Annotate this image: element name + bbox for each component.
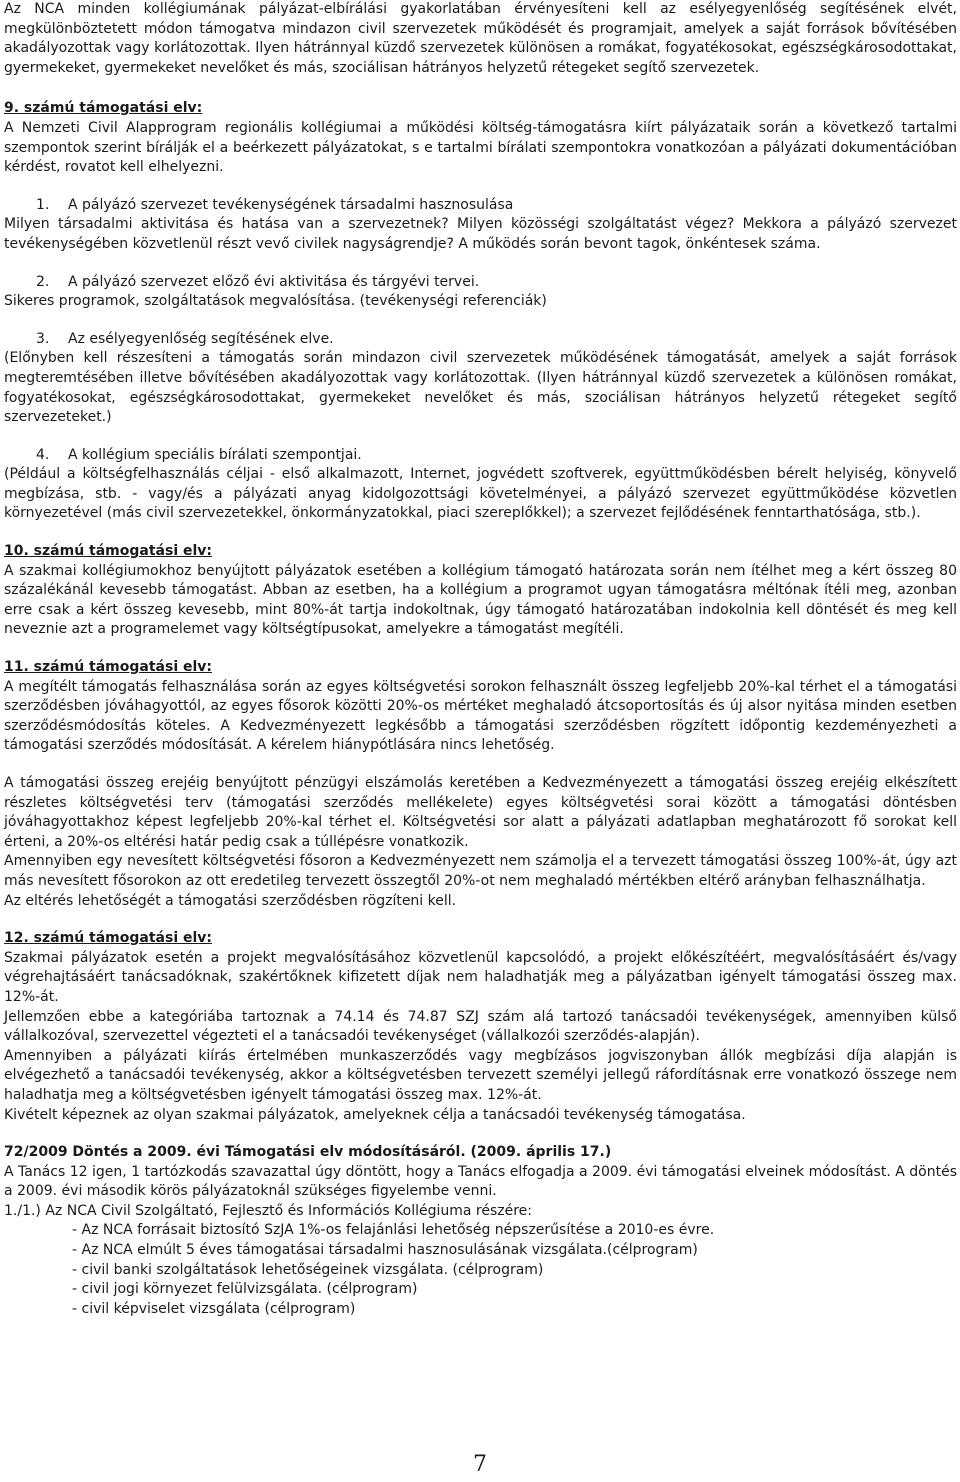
section11-para4: Az eltérés lehetőségét a támogatási szerződésben rögzíteni kell. [4, 892, 457, 909]
criterion-2-body: Sikeres programok, szolgáltatások megvalósítása. (tevékenységi referenciák) [4, 293, 547, 310]
section11-para3: Amennyiben egy nevesített költségvetési fősoron a Kedvezményezett nem számolja el a tervezett támogatási összeg 100%-át, úgy azt más nevesített fősorokon az ott eredetileg tervezett összegtől 20%-ot nem meghaladó mértékben eltérő arányban felhasználhatja. [4, 853, 957, 889]
section12-heading [4, 929, 957, 949]
decision-bullet-list [4, 1221, 957, 1319]
criterion-2-title-text: A pályázó szervezet előző évi aktivitása és tárgyévi tervei. [68, 273, 480, 290]
section12-para1: Szakmai pályázatok esetén a projekt megvalósításához közvetlenül kapcsolódó, a projekt előkészítéért, megvalósításáért és/vagy végrehajtásáért tanácsadóknak, szakértőknek kifizetett díjak nem haladhatják meg a pályázatban igényelt támogatási összeg max. 12%-át. [4, 949, 957, 1005]
criterion-4-title-text: A kollégium speciális bírálati szempontjai. [68, 446, 362, 463]
criterion-3-body: (Előnyben kell részesíteni a támogatás során mindazon civil szervezetek működésének támogatását, amelyek a saját források megteremtésében illetve bővítésében akadályozottak vagy korlátozottak. (Ilyen hátránnyal küzdő szervezetek a különösen romákat, fogyatékosokat, egészségkárosodottakat, gyermekeket nevelőket és más, szociálisan hátrányos helyzetű rétegeket segítő szervezeteket.) [4, 350, 957, 426]
section11-heading-text: 11. számú támogatási elv: [4, 659, 213, 676]
document-page [4, 0, 957, 1319]
criterion-2-title [4, 273, 957, 293]
section12-para4: Kivételt képeznek az olyan szakmai pályázatok, amelyeknek célja a tanácsadói tevékenység támogatása. [4, 1106, 746, 1123]
section12-para2: Jellemzően ebbe a kategóriába tartoznak a 74.14 és 74.87 SZJ szám alá tartozó tanácsadói tevékenységek, amennyiben külső vállalkozóval, szervezettel végezteti el a tanácsadói tevékenységet (vállalkozói szerződés-alapján). [4, 1008, 957, 1045]
criterion-4-title [4, 446, 957, 466]
decision-body: A Tanács 12 igen, 1 tartózkodás szavazattal úgy döntött, hogy a Tanács elfogadja a 2009. évi támogatási elveinek módosítást. A döntés a 2009. évi második körös pályázatoknál szükséges figyelembe venni. [4, 1163, 957, 1200]
criterion-3-title-text: Az esélyegyenlőség segítésének elve. [68, 330, 334, 347]
section9-heading-text: 9. számú támogatási elv: [4, 100, 203, 117]
criterion-4-body: (Például a költségfelhasználás céljai - első alkalmazott, Internet, jogvédett szoftverek, együttműködésben bérelt helyiség, könyvelő megbízása, stb. - vagy/és a pályázati anyag kidolgozottsági követelményei, a pályázó szervezet együttműködése közvetlen környezetével (más civil szervezetekkel, önkormányzatokkal, piaci szereplőkkel); a szervezet fejlődésének fenntarthatósága, stb.). [4, 466, 957, 522]
criterion-1-title-text: A pályázó szervezet tevékenységének társadalmi hasznosulása [68, 196, 514, 213]
section12-heading-text: 12. számú támogatási elv: [4, 930, 213, 947]
section11-para1: A megítélt támogatás felhasználása során az egyes költségvetési sorokon felhasznált összeg legfeljebb 20%-kal térhet el a támogatási szerződésben jóváhagyottól, az egyes fősorok közötti 20%-os mértéket meghaladó átcsoportosítás és új alsor nyitása minden esetben szerződésmódosítás köteles. A Kedvezményezett legkésőbb a támogatási szerződésben rögzített időpontig kezdeményezheti a támogatási szerződés módosítását. A kérelem hiánypótlására nincs lehetőség. [4, 678, 957, 754]
section10-heading [4, 542, 957, 562]
criterion-4-number: 4. [36, 446, 50, 463]
criterion-1-body: Milyen társadalmi aktivitása és hatása van a szervezetnek? Milyen közösségi szolgáltatást végez? Mekkora a pályázó szervezet tevékenységében közvetlenül részt vevő civilek nagyságrendje? A működés során bevont tagok, önkéntesek száma. [4, 216, 957, 252]
section10-heading-text: 10. számú támogatási elv: [4, 543, 213, 560]
section11-heading [4, 658, 957, 678]
page-number: 7 [473, 1452, 487, 1477]
criterion-1-title [4, 196, 957, 216]
criterion-3-title [4, 330, 957, 350]
intro-paragraph: Az NCA minden kollégiumának pályázat-elbírálási gyakorlatában érvényesíteni kell az esélyegyenlőség segítésének elvét, megkülönböztetett módon támogatva mindazon civil szervezetek működését és programjait, amelyek a saját források bővítésében akadályozottak vagy korlátozottak. Ilyen hátránnyal küzdő szervezetek különösen a romákat, fogyatékosokat, egészségkárosodottakat, gyermekeket, gyermekeket nevelőket és más, szociálisan hátrányos helyzetű rétegeket segítő szervezetek. [4, 1, 957, 76]
criterion-3-number: 3. [36, 330, 50, 347]
section11-para2: A támogatási összeg erejéig benyújtott pénzügyi elszámolás keretében a Kedvezményezett a támogatási összeg erejéig elkészített részletes költségvetési terv (támogatási szerződés mellékelete) egyes költségvetési sorai között a támogatási döntésben jóváhagyottakhoz képest legfeljebb 20%-kal térhet el. Költségvetési sor alatt a pályázati adatlapban meghatározott fő sorokat kell érteni, a 20%-os eltérési határ pedig csak a túllépésre vonatkozik. [4, 775, 957, 850]
list-item: - Az NCA forrásait biztosító SzJA 1%-os felajánlási lehetőség népszerűsítése a 2010-es évre. [72, 1222, 715, 1239]
criterion-2-number: 2. [36, 273, 50, 290]
list-item: - Az NCA elmúlt 5 éves támogatásai társadalmi hasznosulásának vizsgálata.(célprogram) [72, 1242, 698, 1259]
list-item: - civil banki szolgáltatások lehetőségeinek vizsgálata. (célprogram) [72, 1261, 544, 1278]
section9-intro: A Nemzeti Civil Alapprogram regionális kollégiumai a működési költség-támogatásra kiírt pályázataik során a következő tartalmi szempontok szerint bírálják el a beérkezett pályázatokat, s e tartalmi bírálati szempontokra vonatkozóan a pályázati dokumentációban kérdést, rovatot kell elhelyezni. [4, 119, 957, 176]
criterion-1-number: 1. [36, 196, 50, 213]
section10-body: A szakmai kollégiumokhoz benyújtott pályázatok esetében a kollégium támogató határozata során nem ítélhet meg a kért összeg 80 százalékánál kevesebb támogatást. Abban az esetben, ha a kollégium a programot ugyan támogatásra méltónak ítéli meg, azonban erre csak a kért összeg kevesebb, mint 80%-át tartja indokoltnak, úgy támogató határozatában indokolnia kell döntését és meg kell neveznie azt a programelemet vagy költségtípusokat, amelyekre a támogatást megítéli. [4, 562, 957, 638]
list-item: - civil képviselet vizsgálata (célprogram) [72, 1300, 356, 1317]
section12-para3: Amennyiben a pályázati kiírás értelmében munkaszerződés vagy megbízásos jogviszonyban állók megbízási díja alapján is elvégezhető a tanácsadói tevékenység, akkor a költségvetésben tervezett személyi jellegű ráfordításnak erre vonatkozó összege nem haladhatja meg a költségvetésben igényelt támogatási összeg max. 12%-át. [4, 1047, 957, 1103]
decision-heading: 72/2009 Döntés a 2009. évi Támogatási elv módosításáról. (2009. április 17.) [4, 1144, 612, 1161]
decision-subheading: 1./1.) Az NCA Civil Szolgáltató, Fejlesztő és Információs Kollégiuma részére: [4, 1202, 533, 1219]
section9-heading [4, 99, 957, 119]
list-item: - civil jogi környezet felülvizsgálata. (célprogram) [72, 1281, 418, 1298]
